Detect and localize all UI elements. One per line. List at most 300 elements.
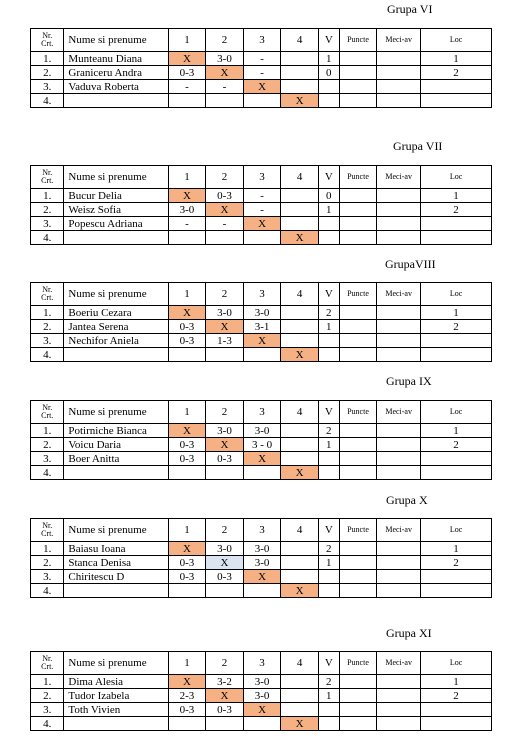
player-name	[64, 584, 168, 598]
score-cell: -	[206, 217, 244, 231]
score-cell: X	[168, 52, 206, 66]
place-cell	[421, 570, 492, 584]
row-number: 2.	[31, 689, 64, 703]
row-number: 3.	[31, 570, 64, 584]
victories-header: V	[318, 519, 339, 542]
score-cell	[281, 675, 319, 689]
row-number: 4.	[31, 231, 64, 245]
score-cell	[206, 717, 244, 731]
score-cell	[168, 94, 206, 108]
col-2-header: 2	[206, 652, 244, 675]
score-cell: 3-0	[206, 52, 244, 66]
points-cell	[339, 675, 377, 689]
points-cell	[339, 424, 377, 438]
score-cell: X	[206, 556, 244, 570]
score-cell: X	[168, 424, 206, 438]
table-row	[31, 570, 492, 584]
player-name: Stanca Denisa	[64, 556, 168, 570]
score-cell	[168, 584, 206, 598]
table-row	[31, 466, 492, 480]
score-cell: X	[168, 306, 206, 320]
score-cell	[281, 189, 319, 203]
nr-label: Nr.	[42, 403, 53, 412]
table-row	[31, 334, 492, 348]
table-row	[31, 438, 492, 452]
score-cell: X	[243, 217, 281, 231]
col-4-header: 4	[281, 283, 319, 306]
place-header: Loc	[421, 652, 492, 675]
score-cell: X	[243, 452, 281, 466]
score-cell: 0-3	[168, 570, 206, 584]
victories-cell	[318, 703, 339, 717]
score-cell	[281, 320, 319, 334]
crt-label: Crt.	[41, 411, 54, 420]
match-average-cell	[377, 320, 421, 334]
score-cell: X	[206, 203, 244, 217]
place-cell	[421, 584, 492, 598]
player-name: Baiasu Ioana	[64, 542, 168, 556]
victories-cell: 0	[318, 189, 339, 203]
score-cell: -	[243, 203, 281, 217]
points-cell	[339, 94, 377, 108]
match-average-cell	[377, 424, 421, 438]
score-cell	[281, 452, 319, 466]
place-header: Loc	[421, 401, 492, 424]
place-cell: 1	[421, 424, 492, 438]
score-cell	[281, 52, 319, 66]
table-row	[31, 348, 492, 362]
table-row	[31, 94, 492, 108]
match-average-header: Meci-av	[377, 29, 421, 52]
player-name	[64, 466, 168, 480]
score-cell	[243, 717, 281, 731]
table-row	[31, 542, 492, 556]
player-name: Graniceru Andra	[64, 66, 168, 80]
group-title: GrupaVIII	[385, 257, 436, 271]
col-4-header: 4	[281, 401, 319, 424]
name-header: Nume si prenume	[64, 29, 168, 52]
score-cell	[281, 80, 319, 94]
group-table	[30, 518, 492, 598]
match-average-cell	[377, 203, 421, 217]
place-cell: 2	[421, 689, 492, 703]
player-name: Boeriu Cezara	[64, 306, 168, 320]
col-4-header: 4	[281, 519, 319, 542]
victories-header: V	[318, 29, 339, 52]
score-cell	[281, 424, 319, 438]
header-row	[31, 283, 492, 306]
match-average-cell	[377, 438, 421, 452]
player-name: Weisz Sofia	[64, 203, 168, 217]
table-row	[31, 584, 492, 598]
place-cell: 2	[421, 203, 492, 217]
victories-cell: 2	[318, 306, 339, 320]
victories-cell	[318, 334, 339, 348]
place-cell	[421, 717, 492, 731]
place-cell: 2	[421, 320, 492, 334]
place-cell	[421, 80, 492, 94]
table-row	[31, 306, 492, 320]
score-cell	[168, 348, 206, 362]
row-number: 3.	[31, 80, 64, 94]
player-name: Jantea Serena	[64, 320, 168, 334]
points-header: Puncte	[339, 401, 377, 424]
match-average-cell	[377, 584, 421, 598]
points-header: Puncte	[339, 29, 377, 52]
points-cell	[339, 542, 377, 556]
score-cell	[243, 231, 281, 245]
match-average-cell	[377, 66, 421, 80]
points-cell	[339, 348, 377, 362]
nr-crt-header	[31, 166, 64, 189]
match-average-cell	[377, 80, 421, 94]
group-title: Grupa IX	[386, 374, 432, 388]
col-2-header: 2	[206, 283, 244, 306]
score-cell: -	[168, 217, 206, 231]
crt-label: Crt.	[41, 176, 54, 185]
table-row	[31, 203, 492, 217]
score-cell: X	[168, 542, 206, 556]
row-number: 3.	[31, 217, 64, 231]
match-average-header: Meci-av	[377, 519, 421, 542]
score-cell: X	[206, 320, 244, 334]
score-cell	[243, 584, 281, 598]
place-cell	[421, 217, 492, 231]
place-cell	[421, 348, 492, 362]
match-average-cell	[377, 348, 421, 362]
table-row	[31, 52, 492, 66]
score-cell: X	[281, 231, 319, 245]
group-table	[30, 28, 492, 108]
score-cell: -	[243, 66, 281, 80]
player-name: Dima Alesia	[64, 675, 168, 689]
score-cell: 3-2	[206, 675, 244, 689]
row-number: 3.	[31, 334, 64, 348]
points-cell	[339, 703, 377, 717]
header-row	[31, 29, 492, 52]
match-average-cell	[377, 466, 421, 480]
table-row	[31, 703, 492, 717]
player-name: Nechifor Aniela	[64, 334, 168, 348]
table-row	[31, 189, 492, 203]
score-cell	[168, 466, 206, 480]
place-cell	[421, 231, 492, 245]
score-cell	[243, 94, 281, 108]
score-cell: 3-0	[243, 675, 281, 689]
score-cell: 3-0	[243, 689, 281, 703]
table-row	[31, 675, 492, 689]
table-row	[31, 80, 492, 94]
score-cell	[281, 570, 319, 584]
score-cell: 3-0	[243, 424, 281, 438]
points-cell	[339, 66, 377, 80]
group-table	[30, 282, 492, 362]
score-cell	[168, 717, 206, 731]
col-3-header: 3	[243, 29, 281, 52]
points-cell	[339, 189, 377, 203]
table-row	[31, 452, 492, 466]
points-cell	[339, 556, 377, 570]
points-cell	[339, 689, 377, 703]
score-cell: X	[281, 466, 319, 480]
col-4-header: 4	[281, 166, 319, 189]
match-average-header: Meci-av	[377, 401, 421, 424]
score-cell: -	[243, 189, 281, 203]
score-cell: 3-0	[243, 542, 281, 556]
victories-header: V	[318, 283, 339, 306]
score-cell: X	[206, 689, 244, 703]
row-number: 2.	[31, 66, 64, 80]
match-average-cell	[377, 217, 421, 231]
score-cell: 3-0	[243, 306, 281, 320]
place-cell: 2	[421, 438, 492, 452]
score-cell: X	[206, 66, 244, 80]
place-cell: 1	[421, 52, 492, 66]
victories-cell: 1	[318, 438, 339, 452]
score-cell: 0-3	[168, 320, 206, 334]
match-average-cell	[377, 452, 421, 466]
nr-label: Nr.	[42, 31, 53, 40]
victories-cell: 2	[318, 424, 339, 438]
victories-header: V	[318, 166, 339, 189]
row-number: 1.	[31, 306, 64, 320]
victories-cell: 0	[318, 66, 339, 80]
nr-crt-header	[31, 652, 64, 675]
nr-crt-header	[31, 401, 64, 424]
score-cell	[168, 231, 206, 245]
score-cell: 3-0	[206, 542, 244, 556]
score-cell	[281, 203, 319, 217]
row-number: 4.	[31, 466, 64, 480]
score-cell: 3-0	[206, 306, 244, 320]
match-average-cell	[377, 52, 421, 66]
player-name: Chiritescu D	[64, 570, 168, 584]
group-table	[30, 165, 492, 245]
points-cell	[339, 80, 377, 94]
score-cell	[281, 703, 319, 717]
table-row	[31, 424, 492, 438]
nr-label: Nr.	[42, 654, 53, 663]
place-cell: 1	[421, 675, 492, 689]
place-cell: 1	[421, 189, 492, 203]
row-number: 1.	[31, 675, 64, 689]
table-row	[31, 689, 492, 703]
col-3-header: 3	[243, 401, 281, 424]
header-row	[31, 652, 492, 675]
victories-cell	[318, 348, 339, 362]
place-header: Loc	[421, 29, 492, 52]
row-number: 1.	[31, 542, 64, 556]
table-row	[31, 320, 492, 334]
points-header: Puncte	[339, 283, 377, 306]
match-average-cell	[377, 542, 421, 556]
row-number: 1.	[31, 189, 64, 203]
victories-cell	[318, 584, 339, 598]
table-row	[31, 231, 492, 245]
points-cell	[339, 217, 377, 231]
score-cell	[281, 334, 319, 348]
group-title: Grupa VI	[387, 2, 433, 16]
header-row	[31, 519, 492, 542]
col-3-header: 3	[243, 283, 281, 306]
match-average-cell	[377, 189, 421, 203]
score-cell	[243, 466, 281, 480]
match-average-cell	[377, 334, 421, 348]
nr-crt-header	[31, 29, 64, 52]
crt-label: Crt.	[41, 293, 54, 302]
victories-header: V	[318, 652, 339, 675]
match-average-cell	[377, 570, 421, 584]
player-name: Voicu Daria	[64, 438, 168, 452]
match-average-cell	[377, 231, 421, 245]
col-1-header: 1	[168, 166, 206, 189]
victories-cell	[318, 80, 339, 94]
points-cell	[339, 466, 377, 480]
player-name: Toth Vivien	[64, 703, 168, 717]
victories-cell	[318, 717, 339, 731]
victories-cell: 1	[318, 689, 339, 703]
points-cell	[339, 231, 377, 245]
crt-label: Crt.	[41, 39, 54, 48]
victories-cell	[318, 94, 339, 108]
victories-cell	[318, 452, 339, 466]
score-cell	[206, 348, 244, 362]
nr-label: Nr.	[42, 285, 53, 294]
points-cell	[339, 306, 377, 320]
victories-cell: 1	[318, 556, 339, 570]
row-number: 4.	[31, 717, 64, 731]
group-title: Grupa VII	[393, 139, 443, 153]
col-1-header: 1	[168, 519, 206, 542]
victories-cell	[318, 466, 339, 480]
points-cell	[339, 570, 377, 584]
player-name: Munteanu Diana	[64, 52, 168, 66]
score-cell	[281, 66, 319, 80]
place-cell: 1	[421, 306, 492, 320]
score-cell	[281, 217, 319, 231]
row-number: 3.	[31, 452, 64, 466]
match-average-cell	[377, 94, 421, 108]
row-number: 4.	[31, 348, 64, 362]
row-number: 2.	[31, 320, 64, 334]
score-cell: X	[243, 703, 281, 717]
score-cell: 0-3	[206, 703, 244, 717]
col-1-header: 1	[168, 652, 206, 675]
place-cell: 2	[421, 556, 492, 570]
score-cell: X	[243, 570, 281, 584]
group-title: Grupa X	[386, 493, 428, 507]
place-header: Loc	[421, 519, 492, 542]
score-cell: X	[168, 189, 206, 203]
player-name	[64, 94, 168, 108]
name-header: Nume si prenume	[64, 652, 168, 675]
points-header: Puncte	[339, 652, 377, 675]
score-cell: 3-0	[243, 556, 281, 570]
score-cell	[243, 348, 281, 362]
victories-cell	[318, 231, 339, 245]
player-name: Vaduva Roberta	[64, 80, 168, 94]
col-1-header: 1	[168, 283, 206, 306]
player-name: Bucur Delia	[64, 189, 168, 203]
victories-cell: 2	[318, 675, 339, 689]
place-header: Loc	[421, 283, 492, 306]
row-number: 2.	[31, 203, 64, 217]
points-cell	[339, 584, 377, 598]
group-table	[30, 651, 492, 731]
row-number: 1.	[31, 52, 64, 66]
score-cell: X	[281, 348, 319, 362]
match-average-header: Meci-av	[377, 166, 421, 189]
victories-cell	[318, 217, 339, 231]
header-row	[31, 166, 492, 189]
match-average-cell	[377, 689, 421, 703]
match-average-header: Meci-av	[377, 652, 421, 675]
points-cell	[339, 334, 377, 348]
place-cell	[421, 334, 492, 348]
score-cell: 0-3	[206, 570, 244, 584]
points-cell	[339, 52, 377, 66]
place-cell	[421, 452, 492, 466]
score-cell: -	[243, 52, 281, 66]
row-number: 3.	[31, 703, 64, 717]
col-3-header: 3	[243, 652, 281, 675]
table-row	[31, 217, 492, 231]
col-4-header: 4	[281, 652, 319, 675]
score-cell	[281, 542, 319, 556]
match-average-cell	[377, 717, 421, 731]
col-4-header: 4	[281, 29, 319, 52]
match-average-header: Meci-av	[377, 283, 421, 306]
place-cell	[421, 466, 492, 480]
score-cell: 0-3	[206, 452, 244, 466]
score-cell: X	[168, 675, 206, 689]
score-cell: -	[168, 80, 206, 94]
row-number: 1.	[31, 424, 64, 438]
score-cell	[281, 438, 319, 452]
name-header: Nume si prenume	[64, 283, 168, 306]
score-cell	[281, 689, 319, 703]
score-cell: 0-3	[168, 556, 206, 570]
points-cell	[339, 452, 377, 466]
nr-crt-header	[31, 519, 64, 542]
score-cell: X	[243, 80, 281, 94]
score-cell: X	[281, 94, 319, 108]
victories-cell: 1	[318, 320, 339, 334]
place-cell	[421, 94, 492, 108]
name-header: Nume si prenume	[64, 166, 168, 189]
name-header: Nume si prenume	[64, 519, 168, 542]
score-cell: 3-0	[168, 203, 206, 217]
group-title: Grupa XI	[386, 626, 432, 640]
group-table	[30, 400, 492, 480]
victories-cell	[318, 570, 339, 584]
row-number: 4.	[31, 584, 64, 598]
score-cell: 2-3	[168, 689, 206, 703]
col-1-header: 1	[168, 401, 206, 424]
col-2-header: 2	[206, 166, 244, 189]
score-cell	[206, 466, 244, 480]
victories-cell: 1	[318, 52, 339, 66]
score-cell: 0-3	[168, 452, 206, 466]
player-name: Potirniche Bianca	[64, 424, 168, 438]
score-cell: 3-0	[206, 424, 244, 438]
score-cell: 3-1	[243, 320, 281, 334]
nr-label: Nr.	[42, 521, 53, 530]
col-1-header: 1	[168, 29, 206, 52]
name-header: Nume si prenume	[64, 401, 168, 424]
points-cell	[339, 203, 377, 217]
score-cell: X	[243, 334, 281, 348]
